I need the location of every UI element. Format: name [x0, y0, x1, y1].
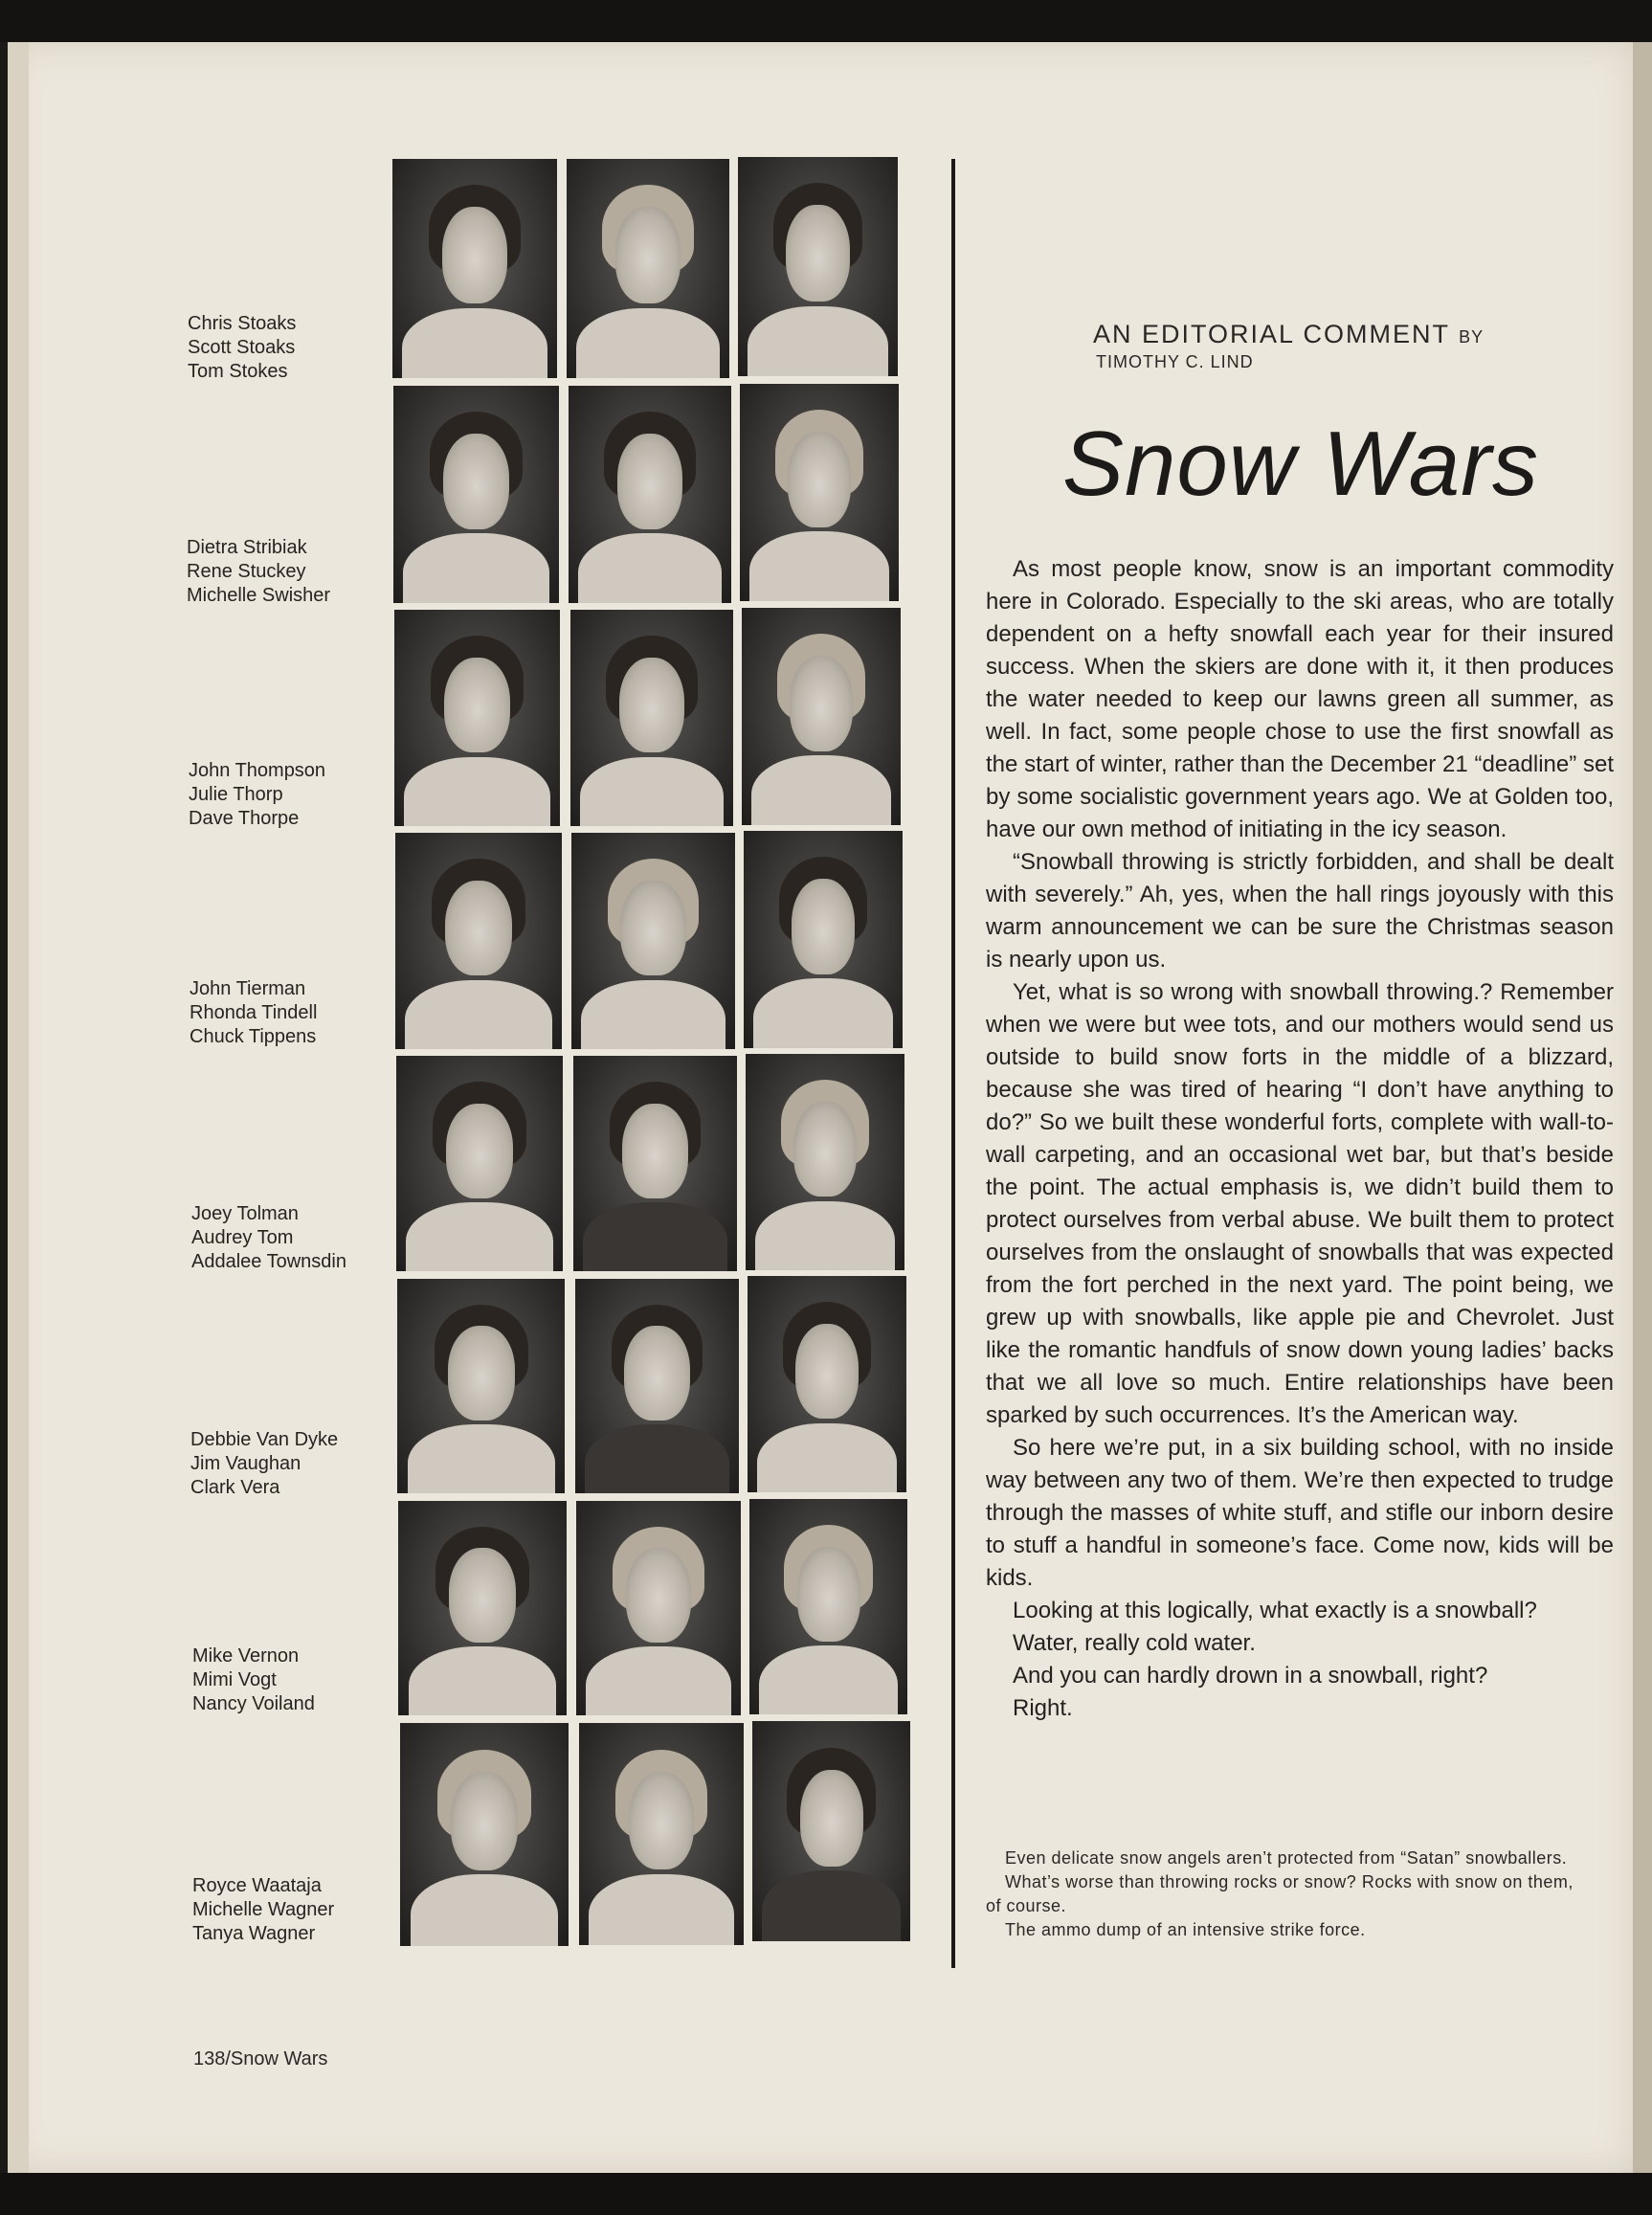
scan-top-border	[0, 0, 1652, 42]
portrait-photo	[749, 1499, 907, 1714]
student-name: Jim Vaughan	[190, 1453, 301, 1474]
portrait-photo	[573, 1056, 737, 1271]
page-left-edge	[8, 42, 29, 2173]
article-body	[986, 553, 1614, 1725]
portrait-photo	[396, 1056, 563, 1271]
portrait-photo	[752, 1721, 910, 1941]
student-name: Dave Thorpe	[189, 808, 300, 829]
student-name: Debbie Van Dyke	[190, 1429, 339, 1450]
portrait-photo	[397, 1279, 565, 1493]
portrait-photo	[395, 833, 562, 1049]
article-paragraph: Water, really cold water.	[1013, 1630, 1256, 1656]
portrait-photo	[570, 610, 733, 826]
portrait-photo	[575, 1279, 739, 1493]
page-right-edge	[1633, 42, 1652, 2173]
student-name: Dietra Stribiak	[187, 537, 307, 558]
column-divider	[951, 159, 955, 1968]
student-name: Michelle Wagner	[192, 1899, 335, 1920]
article-paragraph: Right.	[1013, 1695, 1073, 1721]
kicker-text: AN EDITORIAL COMMENT	[1093, 320, 1450, 348]
portrait-photo	[569, 386, 731, 603]
page-folio: 138/Snow Wars	[193, 2048, 328, 2070]
article-paragraph: And you can hardly drown in a snowball, right?	[1013, 1663, 1488, 1689]
caption: What’s worse than throwing rocks or snow? Rocks with snow on them, of course.	[986, 1872, 1574, 1915]
student-name: Clark Vera	[190, 1477, 280, 1498]
student-name: Joey Tolman	[191, 1203, 299, 1224]
editorial-kicker	[1093, 320, 1484, 349]
portrait-photo	[392, 159, 557, 378]
article-paragraph: So here we’re put, in a six building school, with no inside way between any two of them. We’re then expected to trudge through the masses of white stuff, and stifle our inborn desire to stuff a handful in someone’s face. Come now, kids will be kids.	[986, 1435, 1614, 1591]
photo-captions	[986, 1846, 1579, 1942]
student-name: Royce Waataja	[192, 1875, 322, 1896]
student-name: Scott Stoaks	[188, 337, 296, 358]
student-name: Julie Thorp	[189, 784, 283, 805]
student-name: Addalee Townsdin	[191, 1251, 346, 1272]
article-paragraph: Yet, what is so wrong with snowball throwing.? Remember when we were but wee tots, and our mothers would send us outside to build snow forts in the middle of a blizzard, because she was tired of hearing “I don’t have anything to do?” So we built these wonderful forts, complete with wall-to-wall carpeting, and an occasional wet bar, but that’s beside the point. The actual emphasis is, we didn’t build them to protect ourselves from verbal abuse. We built them to protect ourselves from the onslaught of snowballs that was expected from the fort perched in the next yard. The point being, we grew up with snowballs, like apple pie and Chevrolet. Just like the romantic handfuls of snow down young ladies’ backs that we all love so much. Entire relationships have been sparked by such occurrences. It’s the American way.	[986, 979, 1614, 1428]
scan-bottom-border	[0, 2173, 1652, 2215]
student-name: Rhonda Tindell	[190, 1002, 318, 1023]
portrait-photo	[748, 1276, 906, 1492]
student-name: Tom Stokes	[188, 361, 288, 382]
article-paragraph: As most people know, snow is an important commodity here in Colorado. Especially to the ski areas, who are totally dependent on a hefty snowfall each year for their insured success. When the skiers are done with it, it then produces the water needed to keep our lawns green all summer, as well. In fact, some people chose to use the first snowfall as the start of winter, rather than the December 21 “deadline” set by some socialistic government years ago. We at Golden too, have our own method of initiating in the icy season.	[986, 556, 1614, 842]
portrait-photo	[571, 833, 735, 1049]
portrait-photo	[567, 159, 729, 378]
student-name: Mike Vernon	[192, 1645, 300, 1667]
portrait-photo	[393, 386, 559, 603]
portrait-photo	[740, 384, 899, 601]
caption: The ammo dump of an intensive strike force.	[1005, 1920, 1366, 1939]
student-name: John Thompson	[189, 760, 326, 781]
student-name: Tanya Wagner	[192, 1923, 316, 1944]
kicker-by: BY	[1459, 327, 1485, 347]
portrait-photo	[742, 608, 901, 825]
portrait-photo	[746, 1054, 904, 1270]
student-name: Chuck Tippens	[190, 1026, 317, 1047]
portrait-photo	[398, 1501, 567, 1715]
portrait-photo	[400, 1723, 569, 1946]
portrait-photo	[579, 1723, 744, 1945]
article-paragraph: “Snowball throwing is strictly forbidden, and shall be dealt with severely.” Ah, yes, when the hall rings joyously with this warm announcement we can be sure the Christmas season is nearly upon us.	[986, 849, 1614, 973]
article-paragraph: Looking at this logically, what exactly is a snowball?	[1013, 1598, 1537, 1623]
portrait-photo	[576, 1501, 741, 1715]
student-name: John Tierman	[190, 978, 306, 999]
portrait-photo	[738, 157, 898, 376]
author-byline: TIMOTHY C. LIND	[1096, 352, 1254, 371]
student-name: Audrey Tom	[191, 1227, 294, 1248]
article-headline: Snow Wars	[1062, 413, 1540, 515]
student-name: Michelle Swisher	[187, 585, 331, 606]
student-name: Chris Stoaks	[188, 313, 297, 334]
student-name: Rene Stuckey	[187, 561, 306, 582]
caption: Even delicate snow angels aren’t protected from “Satan” snowballers.	[1005, 1848, 1568, 1868]
student-name: Mimi Vogt	[192, 1669, 277, 1690]
student-name: Nancy Voiland	[192, 1693, 315, 1714]
portrait-photo	[744, 831, 903, 1048]
portrait-photo	[394, 610, 560, 826]
